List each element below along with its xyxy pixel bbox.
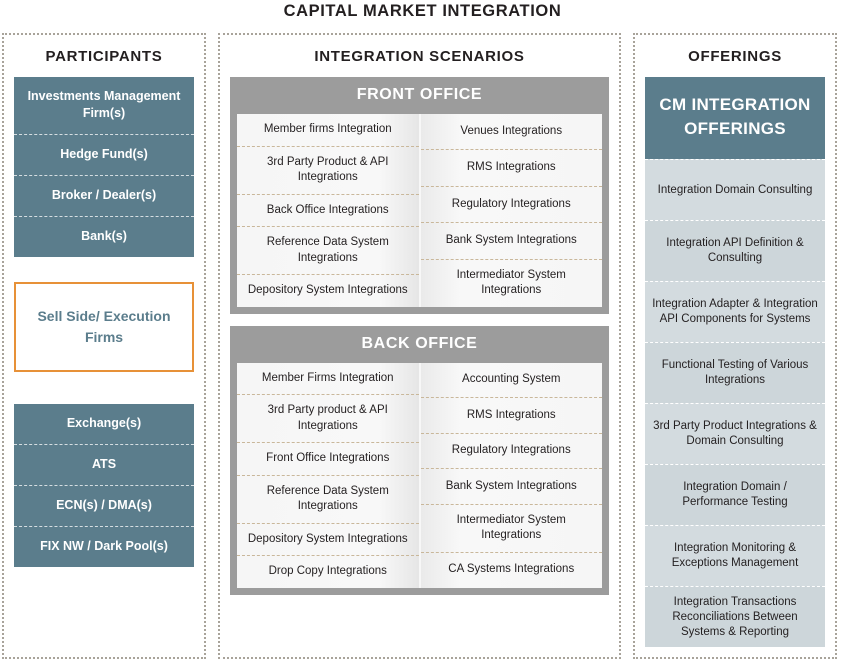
front-office-right-page <box>421 114 603 307</box>
scenario-item[interactable]: Accounting System <box>462 373 561 386</box>
front-office-left-page <box>237 114 419 307</box>
participant-item[interactable]: FIX NW / Dark Pool(s) <box>14 526 194 567</box>
spacer <box>14 257 194 282</box>
participant-item[interactable]: ATS <box>14 444 194 485</box>
scenario-item[interactable]: Bank System Integrations <box>421 468 603 504</box>
scenario-item[interactable]: 3rd Party product & API Integrations <box>237 394 419 442</box>
scenario-item[interactable]: Bank System Integrations <box>421 222 603 258</box>
venues-group <box>14 404 194 567</box>
front-office-panel <box>230 77 609 314</box>
participant-item[interactable]: Hedge Fund(s) <box>14 134 194 175</box>
buy-side-group <box>14 77 194 257</box>
scenario-item[interactable]: Venues Integrations <box>460 124 563 137</box>
offering-item[interactable]: 3rd Party Product Integrations & Domain Consulting <box>645 403 825 464</box>
scenario-item[interactable]: RMS Integrations <box>421 149 603 185</box>
scenario-item[interactable]: 3rd Party Product & API Integrations <box>237 146 419 194</box>
scenario-item[interactable]: Regulatory Integrations <box>421 433 603 469</box>
offering-item[interactable]: Integration API Definition & Consulting <box>645 220 825 281</box>
scenario-item[interactable]: Back Office Integrations <box>237 194 419 227</box>
sell-side-box[interactable]: Sell Side/ Execution Firms <box>14 282 194 372</box>
offering-item[interactable]: Integration Domain / Performance Testing <box>645 464 825 525</box>
participant-item[interactable]: ECN(s) / DMA(s) <box>14 485 194 526</box>
scenarios-column <box>218 33 621 659</box>
scenario-item[interactable]: Intermediator System Integrations <box>421 259 603 307</box>
back-office-panel <box>230 326 609 595</box>
scenario-item[interactable]: Member firms Integration <box>263 123 392 135</box>
front-office-title: FRONT OFFICE <box>356 86 483 103</box>
offering-item[interactable]: Integration Monitoring & Exceptions Management <box>645 525 825 586</box>
offerings-column <box>633 33 837 659</box>
scenario-item[interactable]: RMS Integrations <box>421 397 603 433</box>
participant-item[interactable]: Exchange(s) <box>66 416 142 430</box>
participant-item[interactable]: Bank(s) <box>14 216 194 257</box>
front-office-book <box>237 114 602 307</box>
scenario-item[interactable]: Depository System Integrations <box>237 274 419 307</box>
offering-item[interactable]: Functional Testing of Various Integrations <box>645 342 825 403</box>
offerings-heading: OFFERINGS <box>688 48 782 65</box>
participant-item[interactable]: Investments Management Firm(s) <box>27 89 181 120</box>
back-office-right-page <box>421 363 603 588</box>
scenario-item[interactable]: CA Systems Integrations <box>421 552 603 588</box>
page-title: CAPITAL MARKET INTEGRATION <box>283 2 562 20</box>
scenario-item[interactable]: Depository System Integrations <box>237 523 419 556</box>
scenario-item[interactable]: Reference Data System Integrations <box>237 226 419 274</box>
back-office-left-page <box>237 363 419 588</box>
offering-item[interactable]: Integration Adapter & Integration API Components for Systems <box>645 281 825 342</box>
participants-body <box>14 77 194 647</box>
scenarios-heading: INTEGRATION SCENARIOS <box>314 48 525 65</box>
back-office-book <box>237 363 602 588</box>
scenario-item[interactable]: Reference Data System Integrations <box>237 475 419 523</box>
offering-item[interactable]: Integration Transactions Reconciliations Between Systems & Reporting <box>645 586 825 647</box>
scenario-item[interactable]: Intermediator System Integrations <box>421 504 603 552</box>
participant-item[interactable]: Broker / Dealer(s) <box>14 175 194 216</box>
back-office-title: BACK OFFICE <box>361 334 478 352</box>
offering-item[interactable]: Integration Domain Consulting <box>645 159 825 220</box>
offerings-body <box>645 77 825 647</box>
spacer <box>14 372 194 404</box>
participants-heading: PARTICIPANTS <box>45 48 163 65</box>
scenario-item[interactable]: Member Firms Integration <box>261 371 394 384</box>
scenario-item[interactable]: Drop Copy Integrations <box>237 555 419 588</box>
offerings-list <box>645 159 825 647</box>
scenarios-body <box>230 77 609 647</box>
scenario-item[interactable]: Regulatory Integrations <box>421 186 603 222</box>
columns-container <box>2 33 843 659</box>
scenario-item[interactable]: Front Office Integrations <box>237 442 419 475</box>
offerings-panel-title: CM INTEGRATION OFFERINGS <box>645 77 825 159</box>
participants-column <box>2 33 206 659</box>
